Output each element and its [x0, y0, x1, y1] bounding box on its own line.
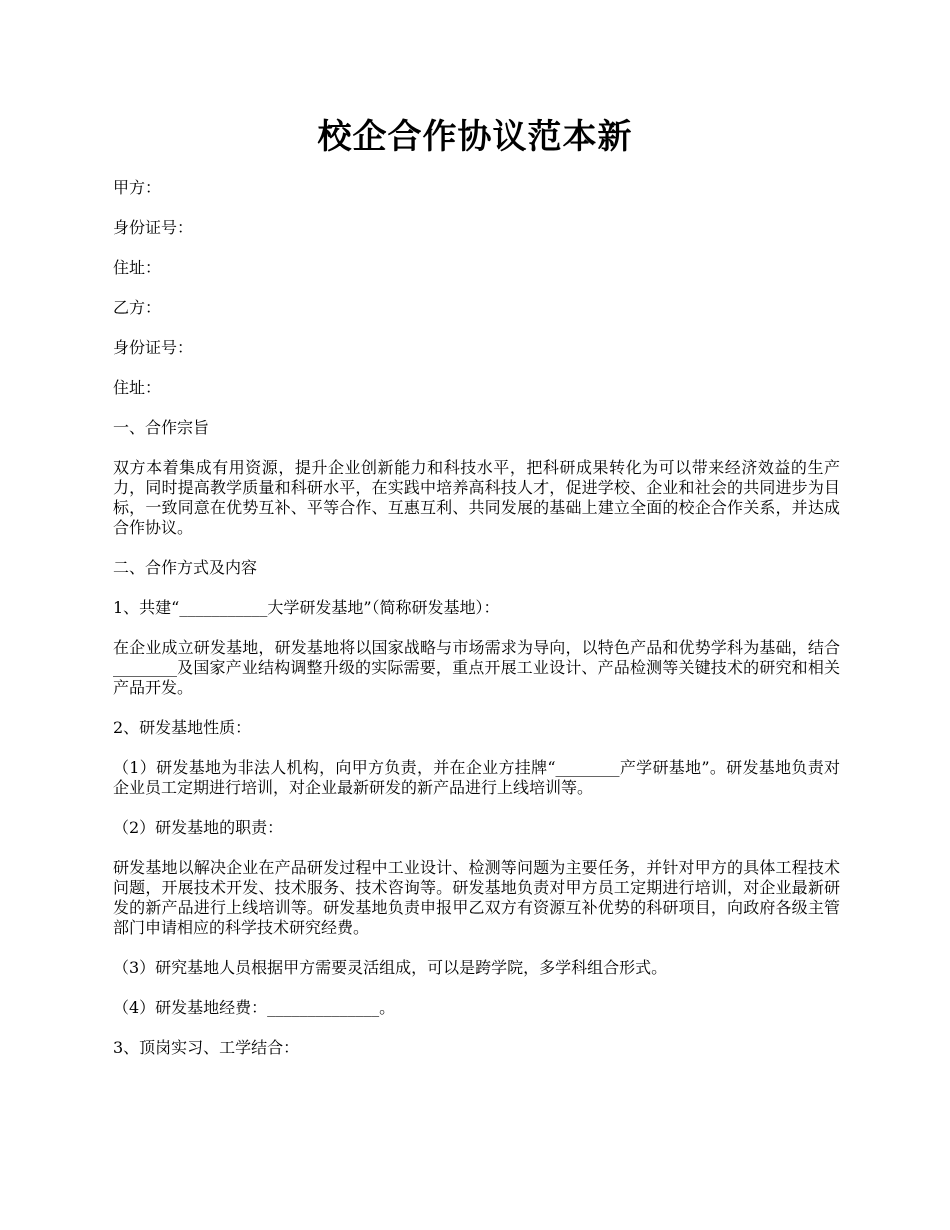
party-a-label: 甲方：	[113, 178, 162, 197]
document-body	[113, 178, 840, 1078]
item-2-sub-2: （2）研发基地的职责：	[113, 818, 284, 837]
party-b-label: 乙方：	[113, 298, 162, 317]
section-heading-methods: 二、合作方式及内容	[113, 558, 258, 577]
item-2-sub-3: （3）研究基地人员根据甲方需要灵活组成，可以是跨学院，多学科组合形式。	[113, 958, 668, 977]
party-a-id-label: 身份证号：	[113, 218, 194, 237]
party-b-id-label: 身份证号：	[113, 338, 194, 357]
document-title: 校企合作协议范本新	[317, 117, 633, 157]
party-a-address-label: 住址：	[113, 258, 162, 277]
section-heading-purpose: 一、合作宗旨	[113, 418, 210, 437]
party-b-address-label: 住址：	[113, 378, 162, 397]
item-2-sub-4: （4）研发基地经费：______________。	[113, 998, 396, 1017]
item-2-heading: 2、研发基地性质：	[113, 718, 252, 737]
purpose-paragraph: 双方本着集成有用资源，提升企业创新能力和科技水平，把科研成果转化为可以带来经济效益的生产力，同时提高教学质量和科研水平，在实践中培养高科技人才，促进学校、企业和社会的共同进步为目标，一致同意在优势互补、平等合作、互惠互利、共同发展的基础上建立全面的校企合作关系，并达成合作协议。	[113, 458, 840, 537]
duties-paragraph: 研发基地以解决企业在产品研发过程中工业设计、检测等问题为主要任务，并针对甲方的具体工程技术问题，开展技术开发、技术服务、技术咨询等。研发基地负责对甲方员工定期进行培训，对企业最新研发的新产品进行上线培训等。研发基地负责申报甲乙双方有资源互补优势的科研项目，向政府各级主管部门申请相应的科学技术研究经费。	[113, 858, 840, 937]
item-3-heading: 3、顶岗实习、工学结合：	[113, 1038, 300, 1057]
item-1-heading: 1、共建“___________大学研发基地”（简称研发基地）：	[113, 598, 500, 617]
item-2-sub-1: （1）研发基地为非法人机构，向甲方负责，并在企业方挂牌“________产学研基地”。研发基地负责对企业员工定期进行培训，对企业最新研发的新产品进行上线培训等。	[113, 758, 840, 797]
item-1-paragraph: 在企业成立研发基地，研发基地将以国家战略与市场需求为导向，以特色产品和优势学科为基础，结合________及国家产业结构调整升级的实际需要，重点开展工业设计、产品检测等关键技术的研究和相关产品开发。	[113, 638, 840, 697]
